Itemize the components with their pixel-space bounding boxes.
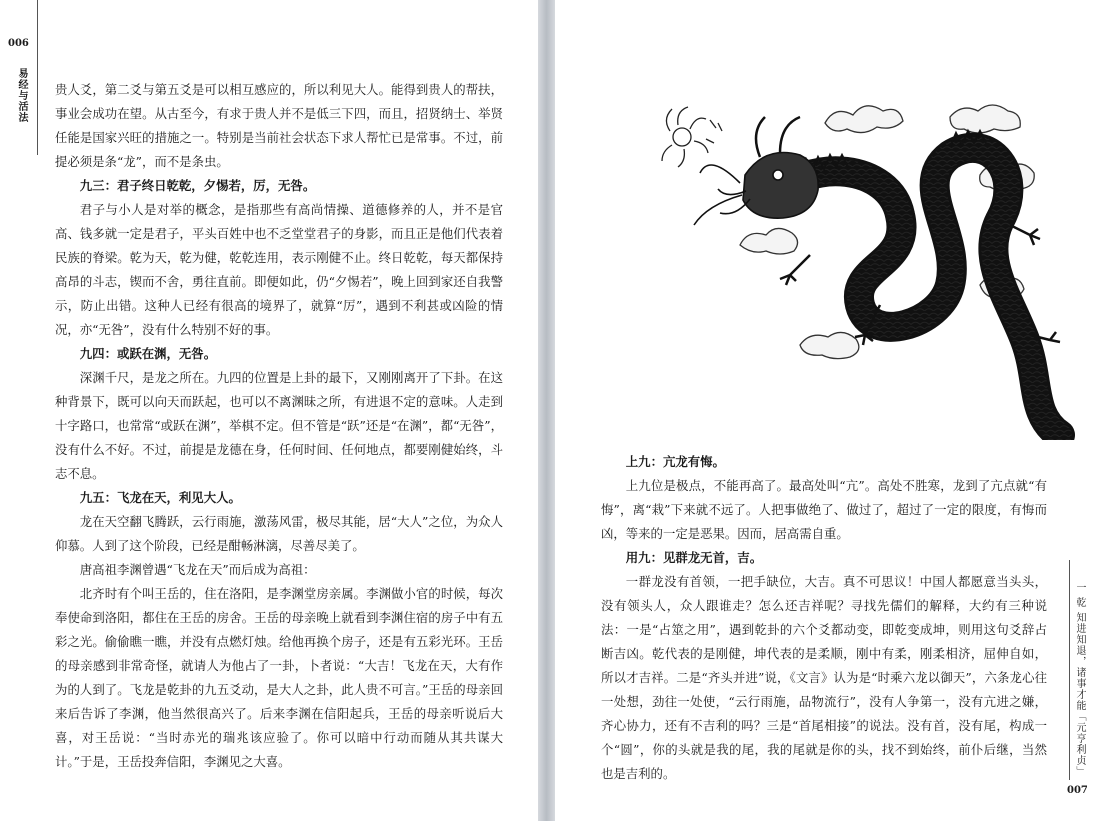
left-page: [0, 0, 538, 821]
right-page: [555, 0, 1095, 821]
flaming-pearl: [662, 107, 722, 167]
dragon-illustration: [650, 95, 1090, 440]
paragraph: 君子与小人是对举的概念，是指那些有高尚情操、道德修养的人，并不是官高、钱多就一定是君子，平头百姓中也不乏堂堂君子的身影，而且正是他们代表着民族的脊梁。乾为天，乾为健，乾乾连用，表示刚健不止。终日乾乾，每天都保持高昂的斗志，锲而不舍，勇往直前。即便如此，仍“夕惕若”，晚上回到家还自我警示，防止出错。这种人已经有很高的境界了，就算“厉”，遇到不利甚或凶险的情况，亦“无咎”，没有什么特别不好的事。: [55, 202, 503, 337]
paragraph: 龙在天空翻飞腾跃，云行雨施，激荡风雷，极尽其能，居“大人”之位，为众人仰慕。人到了这个阶段，已经是酣畅淋漓，尽善尽美了。: [55, 514, 503, 553]
left-body-text: [55, 78, 503, 774]
paragraph: 深渊千尺，是龙之所在。九四的位置是上卦的最下，又刚刚离开了下卦。在这种背景下，既可以向天而跃起，也可以不离渊昧之所，有进退不定的意味。人走到十字路口，也常常“或跃在渊”，举棋不定。但不管是“跃”还是“在渊”，都“无咎”，没有什么不好。不过，前提是龙德在身，任何时间、任何地点，都要刚健始终，斗志不息。: [55, 370, 503, 481]
paragraph: 上九位是极点，不能再高了。最高处叫“亢”。高处不胜寒，龙到了亢点就“有悔”，离“栽”下来就不远了。人把事做绝了、做过了，超过了一定的限度，有悔而凶，等来的一定是恶果。因而，居高需自重。: [601, 478, 1047, 541]
page-number-left: 006: [8, 38, 29, 49]
page-number-right: 007: [1067, 785, 1088, 796]
margin-rule-right: [1069, 560, 1070, 780]
paragraph: 北齐时有个叫王岳的，住在洛阳，是李渊堂房亲属。李渊做小官的时候，每次奉使命到洛阳，都住在王岳的房舍。王岳的母亲晚上就看到李渊住宿的房子中有五彩之光。偷偷瞧一瞧，并没有点燃灯烛。给他再换个房子，还是有五彩光环。王岳的母亲感到非常奇怪，就请人为他占了一卦，卜者说：“大吉！飞龙在天，大有作为的人到了。飞龙是乾卦的九五爻动，是大人之卦，此人贵不可言。”王岳的母亲回来后告诉了李渊，他当然很高兴了。后来李渊在信阳起兵，王岳的母亲听说后大喜，对王岳说：“当时赤光的瑞兆该应验了。你可以暗中行动而随从其共谋大计。”于是，王岳投奔信阳，李渊见之大喜。: [55, 586, 503, 769]
running-title-right: 一 乾 知进知退，诸事才能「元亨利贞」: [1074, 582, 1085, 778]
paragraph: 贵人爻，第二爻与第五爻是可以相互感应的，所以利见大人。能得到贵人的帮扶，事业会成功在望。从古至今，有求于贵人并不是低三下四，而且，招贤纳士、举贤任能是国家兴旺的措施之一。特别是当前社会状态下求人帮忙已是常事。不过，前提必须是条“龙”，而不是条虫。: [55, 82, 503, 169]
paragraph: 唐高祖李渊曾遇“飞龙在天”而后成为高祖：: [79, 562, 316, 577]
running-title-left: 易经与活法: [16, 68, 27, 123]
paragraph: 一群龙没有首领，一把手缺位，大吉。真不可思议！中国人都愿意当头头，没有领头人，众人跟谁走？怎么还吉祥呢？寻找先儒们的解释，大约有三种说法：一是“占筮之用”，遇到乾卦的六个爻都动变，即乾变成坤，则用这句爻辞占断吉凶。乾代表的是刚健，坤代表的是柔顺，刚中有柔，刚柔相济，屈伸自如，所以才吉祥。二是“齐头并进”说，《文言》认为是“时乘六龙以御天”，六条龙心往一处想，劲往一处使，“云行雨施，品物流行”，没有人争第一，没有亢进之嫌，齐心协力，还有不吉利的吗？三是“首尾相接”的说法。没有首，没有尾，构成一个“圆”，你的头就是我的尾，我的尾就是你的头，找不到始终，前仆后继，当然也是吉利的。: [601, 574, 1047, 781]
section-heading: 九五：飞龙在天，利见大人。: [79, 490, 241, 505]
margin-rule-left: [37, 0, 38, 155]
dragon-head: [694, 117, 818, 225]
section-heading: 九四：或跃在渊，无咎。: [79, 346, 217, 361]
right-body-text: [601, 450, 1047, 786]
section-heading: 九三：君子终日乾乾，夕惕若，厉，无咎。: [79, 178, 316, 193]
section-heading: 上九：亢龙有悔。: [625, 454, 725, 469]
book-gutter: [538, 0, 555, 821]
section-heading: 用九：见群龙无首，吉。: [625, 550, 763, 565]
